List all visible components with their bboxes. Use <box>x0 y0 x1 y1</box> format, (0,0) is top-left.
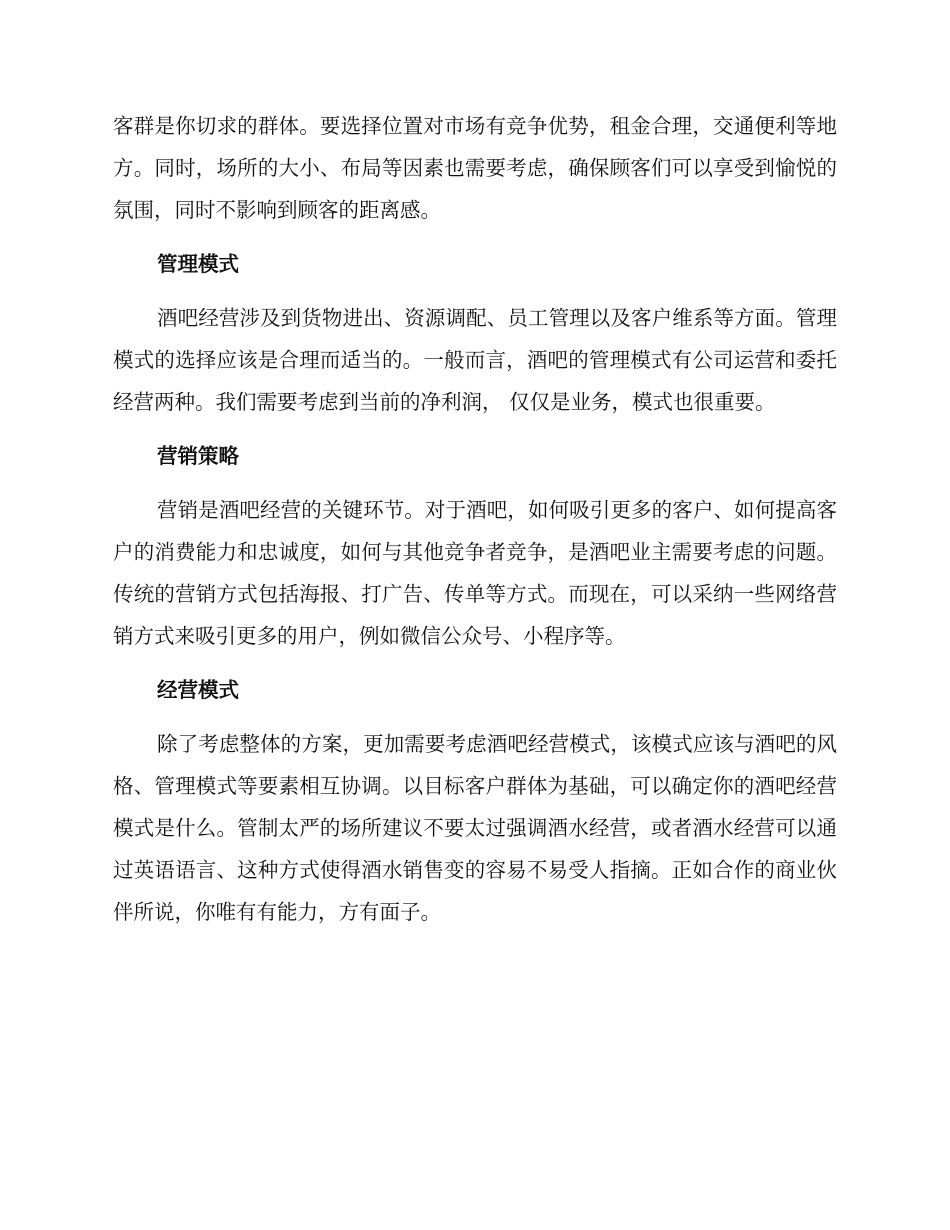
section-operation-model <box>113 669 837 933</box>
section-body: 酒吧经营涉及到货物进出、资源调配、员工管理以及客户维系等方面。管理模式的选择应该是合理而适当的。一般而言，酒吧的管理模式有公司运营和委托经营两种。我们需要考虑到当前的净利润， 仅仅是业务，模式也很重要。 <box>113 306 837 414</box>
section-body: 营销是酒吧经营的关键环节。对于酒吧，如何吸引更多的客户、如何提高客户的消费能力和忠诚度，如何与其他竞争者竞争，是酒吧业主需要考虑的问题。传统的营销方式包括海报、打广告、传单等方式。而现在，可以采纳一些网络营销方式来吸引更多的用户，例如微信公众号、小程序等。 <box>113 498 837 648</box>
section-management-model <box>113 243 837 423</box>
section-heading: 营销策略 <box>157 444 239 468</box>
document-page <box>113 105 837 933</box>
intro-paragraph: 客群是你切求的群体。要选择位置对市场有竞争优势，租金合理，交通便利等地方。同时，场所的大小、布局等因素也需要考虑，确保顾客们可以享受到愉悦的氛围，同时不影响到顾客的距离感。 <box>113 114 837 222</box>
section-marketing-strategy <box>113 435 837 657</box>
section-heading: 经营模式 <box>157 678 239 702</box>
section-body: 除了考虑整体的方案，更加需要考虑酒吧经营模式，该模式应该与酒吧的风格、管理模式等要素相互协调。以目标客户群体为基础，可以确定你的酒吧经营模式是什么。管制太严的场所建议不要太过强调酒水经营，或者酒水经营可以通过英语语言、这种方式使得酒水销售变的容易不易受人指摘。正如合作的商业伙伴所说，你唯有有能力，方有面子。 <box>113 732 837 924</box>
section-heading: 管理模式 <box>157 252 239 276</box>
